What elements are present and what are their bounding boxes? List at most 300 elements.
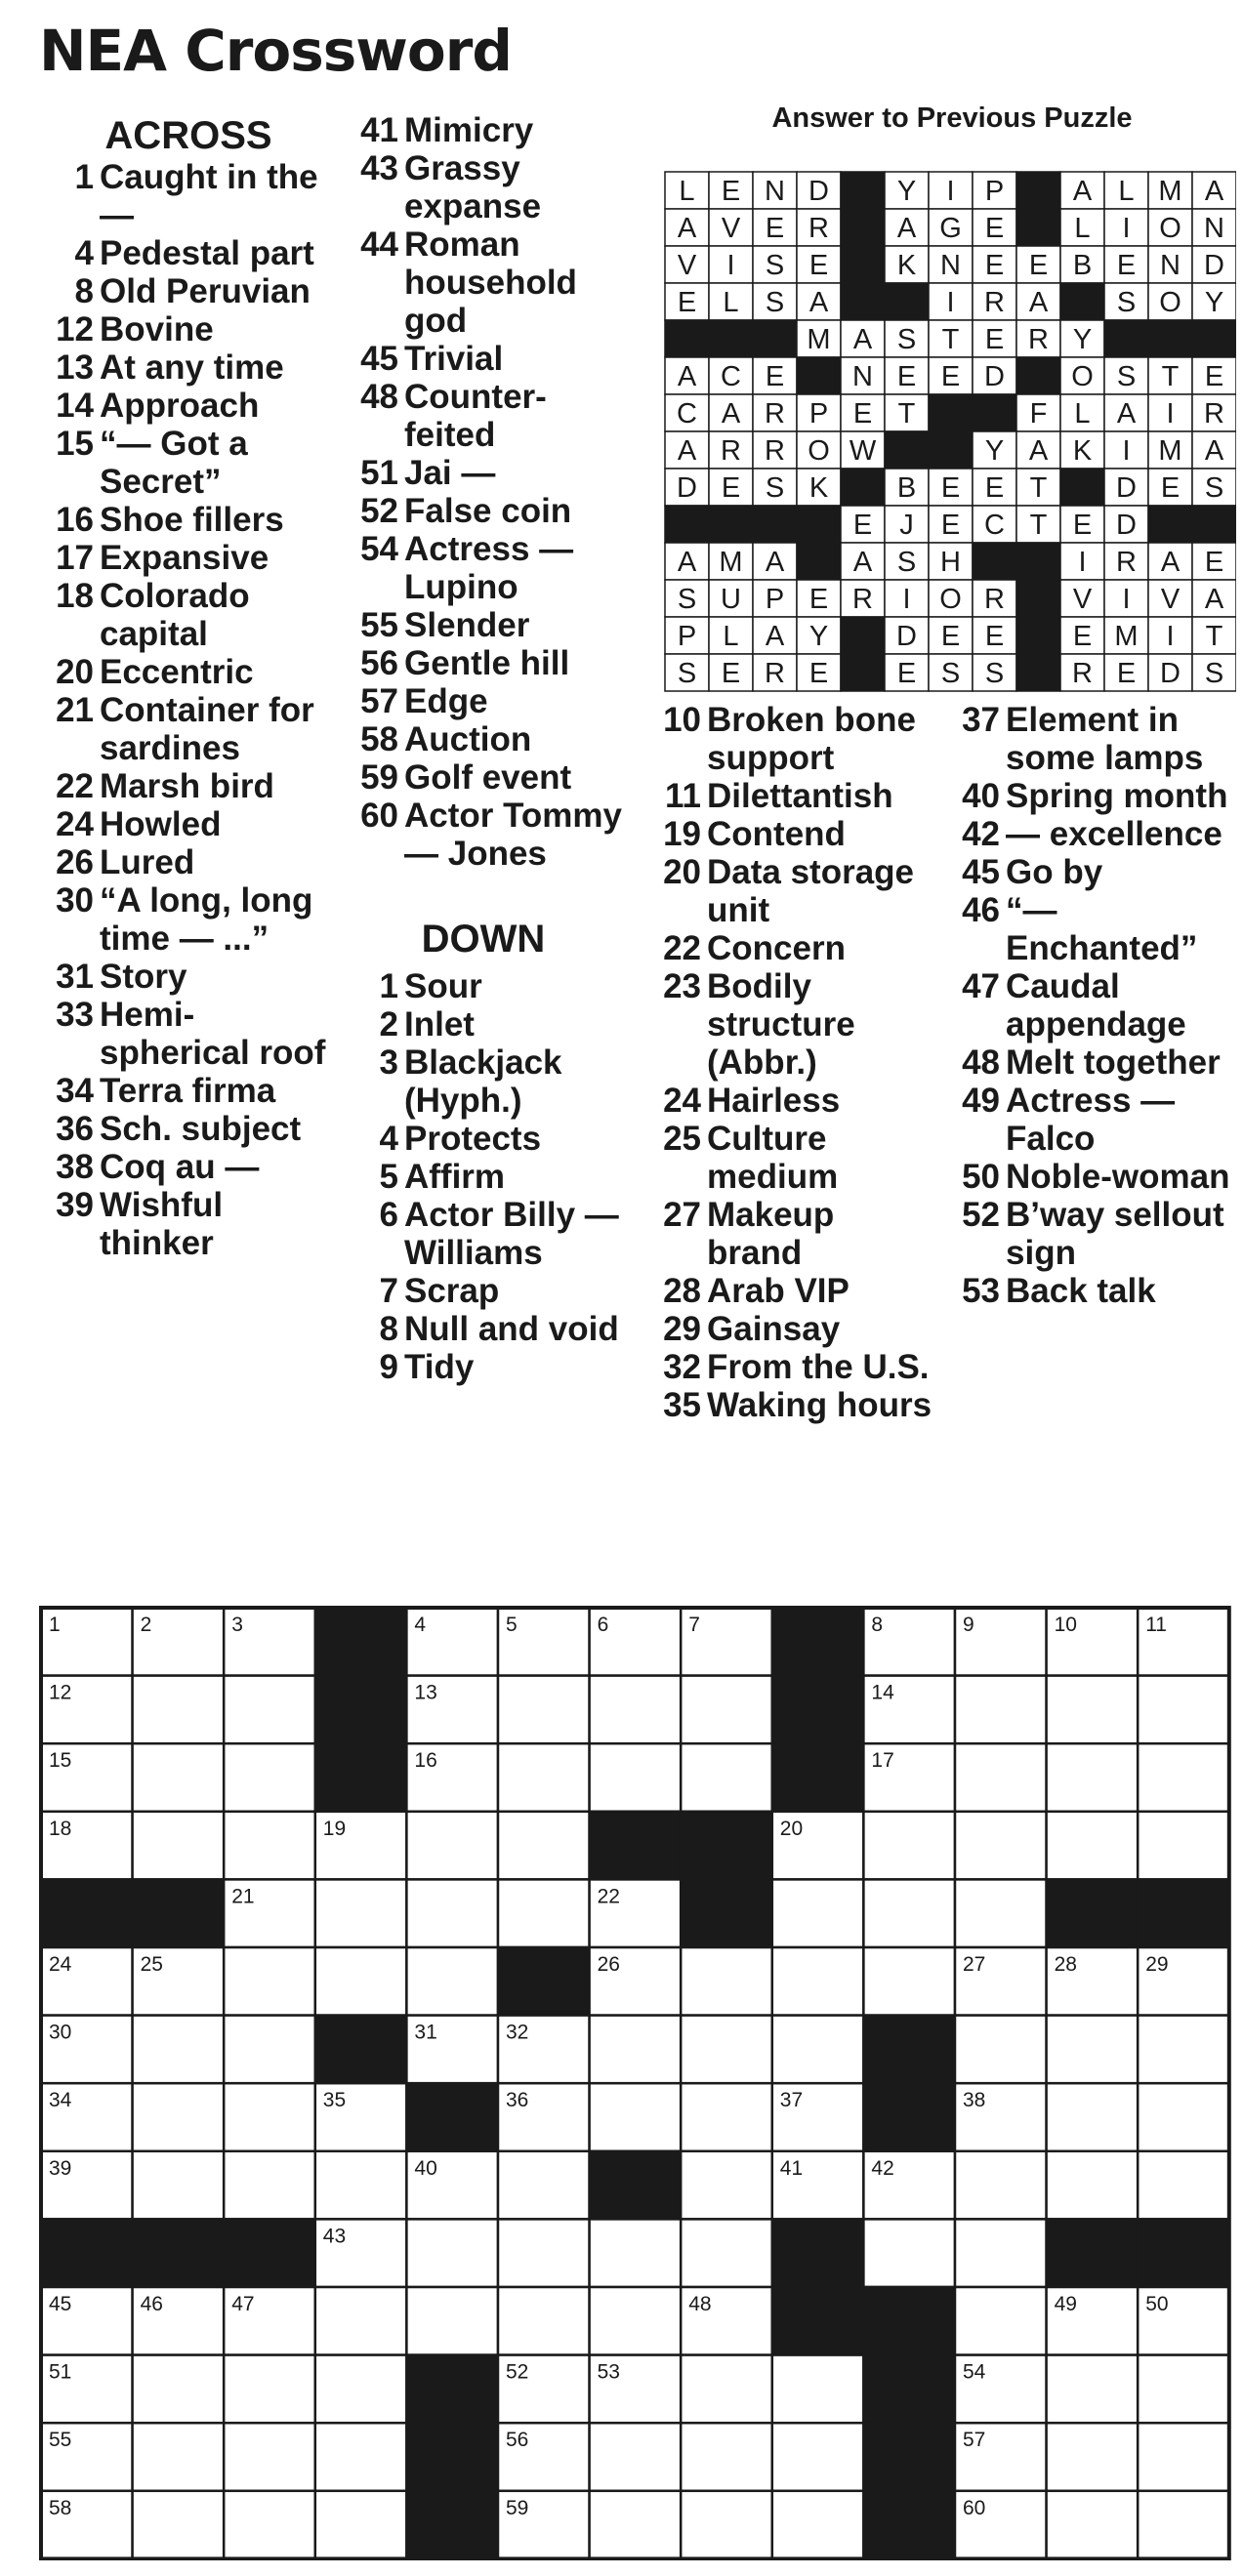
- clue-item: [342, 1348, 625, 1386]
- grid-cell[interactable]: [224, 1812, 315, 1880]
- clue-text: Container for sardines: [100, 691, 314, 767]
- prev-answer-letter: A: [721, 398, 741, 429]
- clue-number: 53: [962, 1272, 1000, 1310]
- prev-answer-letter: V: [1072, 584, 1093, 615]
- clue-number: 2: [379, 1005, 398, 1043]
- grid-cell[interactable]: [498, 1743, 590, 1812]
- clue-number: 30: [56, 881, 94, 920]
- cell-number: 25: [140, 1953, 163, 1976]
- clue-number: 54: [360, 530, 398, 568]
- grid-cell[interactable]: [498, 1879, 590, 1947]
- grid-cell[interactable]: [1138, 2151, 1229, 2220]
- grid-cell[interactable]: [681, 1743, 772, 1812]
- prev-answer-letter: E: [808, 584, 829, 615]
- clue-number: 33: [56, 996, 94, 1034]
- clue-item: [37, 158, 340, 234]
- clue-number: 32: [663, 1348, 701, 1386]
- clue-item: [37, 310, 340, 348]
- prev-answer-letter: I: [946, 287, 955, 318]
- clue-item: [37, 805, 340, 843]
- prev-black-square: [1016, 580, 1060, 617]
- grid-cell[interactable]: [1138, 1676, 1229, 1744]
- cell-number: 29: [1145, 1953, 1169, 1976]
- crossword-grid[interactable]: [39, 1606, 1232, 2560]
- prev-answer-letter: M: [1114, 621, 1139, 652]
- clue-item: [644, 1120, 937, 1196]
- prev-answer-letter: F: [1029, 398, 1048, 429]
- prev-answer-letter: E: [765, 213, 785, 244]
- grid-cell[interactable]: [772, 2355, 864, 2424]
- black-square: [681, 1812, 772, 1880]
- clue-item: [37, 653, 340, 691]
- grid-cell[interactable]: [955, 1676, 1047, 1744]
- grid-cell[interactable]: [224, 2016, 315, 2084]
- clue-number: 57: [360, 682, 398, 720]
- prev-answer-letter: A: [765, 621, 785, 652]
- clue-item: [37, 387, 340, 425]
- prev-answer-letter: S: [1116, 287, 1137, 318]
- clue-text: Mimicry: [404, 111, 534, 149]
- down-clues-column-3: [644, 701, 937, 1424]
- grid-cell[interactable]: [1047, 2491, 1139, 2559]
- prev-answer-letter: R: [765, 435, 785, 467]
- prev-answer-letter: A: [852, 324, 873, 355]
- prev-answer-letter: I: [1166, 398, 1175, 429]
- grid-cell[interactable]: [1047, 1812, 1139, 1880]
- prev-black-square: [1016, 617, 1060, 654]
- prev-answer-letter: D: [1116, 472, 1137, 504]
- cell-number: 4: [414, 1614, 427, 1636]
- grid-cell[interactable]: [863, 2219, 955, 2287]
- cell-number: 10: [1054, 1614, 1077, 1636]
- cell-number: 43: [322, 2225, 347, 2248]
- prev-answer-letter: S: [896, 547, 917, 578]
- cell-number: 36: [506, 2089, 529, 2112]
- clue-item: [644, 929, 937, 967]
- clue-number: 40: [962, 777, 1000, 815]
- black-square: [863, 2423, 955, 2491]
- prev-black-square: [929, 394, 973, 431]
- prev-answer-letter: C: [677, 398, 697, 429]
- prev-answer-letter: V: [677, 250, 697, 281]
- prev-answer-letter: T: [897, 398, 916, 429]
- black-square: [41, 1879, 133, 1947]
- grid-cell[interactable]: [406, 1812, 498, 1880]
- clue-text: At any time: [100, 348, 284, 387]
- clue-item: [644, 967, 937, 1082]
- clue-text: Actress — Falco: [1006, 1082, 1176, 1158]
- grid-cell[interactable]: [133, 2355, 225, 2424]
- prev-answer-letter: W: [849, 435, 877, 467]
- grid-cell[interactable]: [133, 1812, 225, 1880]
- across-down-clues-column-2: [342, 111, 625, 1386]
- prev-answer-letter: E: [984, 472, 1005, 504]
- grid-cell[interactable]: [498, 2287, 590, 2355]
- grid-cell[interactable]: [681, 2151, 772, 2220]
- clue-number: 10: [663, 701, 701, 739]
- clue-text: Arab VIP: [707, 1272, 849, 1310]
- grid-cell[interactable]: [133, 1676, 225, 1744]
- grid-cell[interactable]: [315, 1947, 407, 2016]
- clue-number: 8: [74, 272, 94, 310]
- grid-cell[interactable]: [1138, 2083, 1229, 2151]
- cell-number: 2: [140, 1614, 152, 1636]
- prev-answer-letter: D: [677, 472, 697, 504]
- clue-number: 47: [962, 967, 1000, 1005]
- prev-answer-letter: E: [1028, 250, 1049, 281]
- grid-cell[interactable]: [224, 1947, 315, 2016]
- clue-item: [37, 1072, 340, 1110]
- grid-cell[interactable]: [498, 1676, 590, 1744]
- grid-cell[interactable]: [1138, 2423, 1229, 2491]
- grid-cell[interactable]: [681, 2355, 772, 2424]
- prev-answer-letter: D: [1204, 250, 1224, 281]
- grid-cell[interactable]: [863, 1812, 955, 1880]
- grid-cell[interactable]: [681, 2083, 772, 2151]
- clue-number: 60: [360, 797, 398, 835]
- grid-cell[interactable]: [681, 2219, 772, 2287]
- clue-text: Shoe fillers: [100, 501, 284, 539]
- prev-answer-letter: L: [723, 621, 739, 652]
- prev-answer-letter: C: [984, 510, 1005, 541]
- prev-answer-letter: H: [940, 547, 961, 578]
- clue-number: 6: [379, 1196, 398, 1234]
- cell-number: 17: [871, 1749, 894, 1773]
- black-square: [1047, 1879, 1139, 1947]
- clue-text: Auction: [404, 720, 532, 758]
- clue-number: 20: [56, 653, 94, 691]
- clue-text: Melt together: [1006, 1043, 1221, 1082]
- clue-text: Go by: [1006, 853, 1103, 891]
- clue-item: [37, 1148, 340, 1186]
- grid-cell[interactable]: [590, 1743, 682, 1812]
- prev-answer-letter: E: [852, 398, 873, 429]
- clue-item: [644, 777, 937, 815]
- prev-black-square: [841, 246, 885, 283]
- prev-answer-letter: A: [808, 287, 829, 318]
- clue-number: 20: [663, 853, 701, 891]
- clue-text: Dilettantish: [707, 777, 893, 815]
- prev-black-square: [841, 172, 885, 209]
- grid-cell[interactable]: [1047, 1676, 1139, 1744]
- grid-cell[interactable]: [590, 1676, 682, 1744]
- prev-answer-letter: Y: [1072, 324, 1093, 355]
- clue-text: Coq au —: [100, 1148, 260, 1186]
- black-square: [1138, 1879, 1229, 1947]
- grid-cell[interactable]: [1047, 2083, 1139, 2151]
- clue-item: [342, 1272, 625, 1310]
- cell-number: 41: [779, 2156, 804, 2180]
- black-square: [315, 1743, 407, 1812]
- grid-cell[interactable]: [681, 2491, 772, 2559]
- prev-answer-letter: L: [679, 176, 695, 207]
- prev-answer-letter: D: [1160, 658, 1181, 689]
- black-square: [590, 1812, 682, 1880]
- grid-cell[interactable]: [315, 2287, 407, 2355]
- cell-number: 49: [1054, 2293, 1077, 2315]
- grid-cell[interactable]: [315, 2491, 407, 2559]
- grid-cell[interactable]: [224, 2355, 315, 2424]
- grid-cell[interactable]: [1138, 2491, 1229, 2559]
- clue-item: [943, 1082, 1236, 1158]
- grid-cell[interactable]: [133, 2016, 225, 2084]
- grid-cell[interactable]: [1047, 1743, 1139, 1812]
- grid-cell[interactable]: [590, 2287, 682, 2355]
- cell-number: 53: [597, 2360, 620, 2384]
- grid-cell[interactable]: [772, 1947, 864, 2016]
- prev-black-square: [797, 506, 841, 543]
- clue-number: 8: [379, 1310, 398, 1348]
- grid-cell[interactable]: [406, 1879, 498, 1947]
- clue-number: 43: [360, 149, 398, 187]
- grid-cell[interactable]: [955, 2287, 1047, 2355]
- clue-item: [342, 225, 625, 340]
- cell-number: 21: [231, 1885, 255, 1908]
- cell-number: 48: [688, 2293, 712, 2315]
- black-square: [315, 2016, 407, 2084]
- cell-number: 11: [1145, 1614, 1168, 1636]
- previous-answer-title: Answer to Previous Puzzle: [771, 102, 1133, 134]
- grid-cell[interactable]: [772, 2491, 864, 2559]
- grid-cell[interactable]: [772, 2016, 864, 2084]
- clue-text: Grassy expanse: [404, 149, 542, 225]
- cell-number: 26: [597, 1953, 620, 1976]
- grid-cell[interactable]: [315, 2151, 407, 2220]
- cell-number: 19: [322, 1817, 347, 1840]
- grid-cell[interactable]: [498, 1812, 590, 1880]
- black-square: [1047, 2219, 1139, 2287]
- cell-number: 40: [414, 2156, 437, 2180]
- prev-answer-letter: E: [677, 287, 697, 318]
- clue-text: Counter-feited: [404, 378, 547, 454]
- prev-answer-letter: E: [1116, 658, 1137, 689]
- previous-answer-grid: [664, 171, 1236, 694]
- prev-black-square: [929, 431, 973, 469]
- grid-cell[interactable]: [955, 1879, 1047, 1947]
- clue-text: “— Enchanted”: [1006, 891, 1198, 967]
- clue-number: 48: [360, 378, 398, 416]
- grid-cell[interactable]: [955, 1812, 1047, 1880]
- prev-answer-letter: I: [1078, 547, 1087, 578]
- grid-cell[interactable]: [133, 2423, 225, 2491]
- cell-number: 51: [49, 2360, 72, 2384]
- clue-item: [943, 1196, 1236, 1272]
- grid-cell[interactable]: [224, 1743, 315, 1812]
- clue-number: 48: [962, 1043, 1000, 1082]
- clue-text: Actor Billy — Williams: [404, 1196, 619, 1272]
- clue-number: 23: [663, 967, 701, 1005]
- grid-cell[interactable]: [224, 1676, 315, 1744]
- prev-answer-letter: A: [677, 361, 697, 392]
- prev-black-square: [841, 654, 885, 691]
- grid-cell[interactable]: [590, 2423, 682, 2491]
- black-square: [590, 2151, 682, 2220]
- grid-cell[interactable]: [1138, 1743, 1229, 1812]
- grid-cell[interactable]: [681, 2016, 772, 2084]
- grid-cell[interactable]: [590, 2219, 682, 2287]
- clue-text: Old Peruvian: [100, 272, 311, 310]
- prev-answer-letter: D: [1116, 510, 1137, 541]
- grid-cell[interactable]: [1047, 2355, 1139, 2424]
- grid-cell[interactable]: [955, 2151, 1047, 2220]
- grid-cell[interactable]: [1138, 2355, 1229, 2424]
- cell-number: 15: [49, 1749, 72, 1773]
- grid-cell[interactable]: [133, 2491, 225, 2559]
- grid-cell[interactable]: [590, 2016, 682, 2084]
- prev-answer-letter: E: [1116, 250, 1137, 281]
- prev-answer-letter: A: [1204, 584, 1224, 615]
- prev-black-square: [1192, 506, 1236, 543]
- clue-text: Golf event: [404, 758, 572, 797]
- black-square: [133, 2219, 225, 2287]
- grid-cell[interactable]: [772, 1879, 864, 1947]
- clue-item: [342, 682, 625, 720]
- grid-cell[interactable]: [1138, 1812, 1229, 1880]
- grid-cell[interactable]: [681, 1676, 772, 1744]
- grid-cell[interactable]: [406, 1947, 498, 2016]
- clue-item: [342, 1120, 625, 1158]
- clue-number: 59: [360, 758, 398, 797]
- grid-cell[interactable]: [498, 2219, 590, 2287]
- cell-number: 14: [871, 1681, 894, 1704]
- clue-text: Makeup brand: [707, 1196, 835, 1272]
- grid-cell[interactable]: [681, 1947, 772, 2016]
- grid-cell[interactable]: [955, 2219, 1047, 2287]
- clue-text: Concern: [707, 929, 846, 967]
- cell-number: 46: [140, 2293, 163, 2315]
- cell-number: 39: [49, 2156, 72, 2180]
- clue-number: 37: [962, 701, 1000, 739]
- grid-cell[interactable]: [1047, 2016, 1139, 2084]
- clue-number: 11: [665, 777, 701, 815]
- clue-text: “— Got a Secret”: [100, 425, 248, 501]
- prev-answer-letter: Y: [984, 435, 1005, 467]
- cell-number: 3: [231, 1614, 243, 1636]
- prev-answer-letter: O: [1159, 287, 1181, 318]
- prev-answer-letter: U: [721, 584, 741, 615]
- prev-answer-letter: A: [677, 435, 697, 467]
- clue-item: [37, 691, 340, 767]
- prev-black-square: [1060, 469, 1104, 506]
- clue-number: 52: [360, 492, 398, 530]
- clue-number: 50: [962, 1158, 1000, 1196]
- prev-answer-letter: E: [1160, 472, 1181, 504]
- prev-answer-letter: N: [1160, 250, 1181, 281]
- clue-text: Affirm: [404, 1158, 506, 1196]
- cell-number: 27: [963, 1953, 986, 1976]
- prev-answer-letter: M: [1158, 176, 1182, 207]
- prev-answer-letter: R: [1072, 658, 1093, 689]
- grid-cell[interactable]: [224, 2083, 315, 2151]
- grid-cell[interactable]: [406, 2287, 498, 2355]
- prev-answer-letter: A: [1204, 176, 1224, 207]
- grid-cell[interactable]: [955, 1743, 1047, 1812]
- grid-cell[interactable]: [315, 2423, 407, 2491]
- black-square: [863, 2355, 955, 2424]
- grid-cell[interactable]: [590, 2491, 682, 2559]
- grid-cell[interactable]: [772, 2423, 864, 2491]
- prev-black-square: [841, 283, 885, 320]
- down-clues-column-4: [943, 701, 1236, 1310]
- cell-number: 6: [597, 1614, 609, 1636]
- grid-cell[interactable]: [133, 2083, 225, 2151]
- grid-cell[interactable]: [224, 2491, 315, 2559]
- clue-number: 56: [360, 644, 398, 682]
- grid-cell[interactable]: [224, 2423, 315, 2491]
- grid-cell[interactable]: [1047, 2423, 1139, 2491]
- clue-item: [37, 843, 340, 881]
- grid-cell[interactable]: [224, 2151, 315, 2220]
- grid-cell[interactable]: [863, 1879, 955, 1947]
- clue-number: 26: [56, 843, 94, 881]
- cell-number: 47: [231, 2293, 255, 2315]
- prev-black-square: [1060, 283, 1104, 320]
- clue-item: [943, 891, 1236, 967]
- prev-answer-letter: I: [1122, 213, 1131, 244]
- clue-number: 41: [360, 111, 398, 149]
- grid-cell[interactable]: [863, 1947, 955, 2016]
- cell-number: 22: [597, 1885, 620, 1908]
- grid-cell[interactable]: [955, 2016, 1047, 2084]
- cell-number: 42: [871, 2156, 894, 2180]
- clue-item: [943, 815, 1236, 853]
- prev-answer-letter: O: [1071, 361, 1094, 392]
- prev-answer-letter: E: [984, 250, 1005, 281]
- prev-answer-letter: C: [721, 361, 741, 392]
- cell-number: 9: [963, 1614, 974, 1636]
- clue-item: [342, 454, 625, 492]
- prev-answer-letter: L: [1074, 398, 1091, 429]
- cell-number: 33: [871, 2021, 894, 2044]
- prev-answer-letter: E: [1204, 547, 1224, 578]
- clue-number: 49: [962, 1082, 1000, 1120]
- prev-answer-letter: K: [808, 472, 829, 504]
- prev-answer-letter: I: [1122, 435, 1131, 467]
- clue-item: [943, 967, 1236, 1043]
- prev-answer-letter: N: [1204, 213, 1224, 244]
- prev-black-square: [665, 320, 709, 357]
- cell-number: 44: [779, 2225, 804, 2248]
- black-square: [315, 1608, 407, 1676]
- black-square: [315, 1676, 407, 1744]
- black-square: [772, 1743, 864, 1812]
- cell-number: 55: [49, 2429, 72, 2452]
- grid-cell[interactable]: [590, 2083, 682, 2151]
- grid-cell[interactable]: [498, 2151, 590, 2220]
- grid-cell[interactable]: [1138, 2016, 1229, 2084]
- clue-number: 28: [663, 1272, 701, 1310]
- prev-answer-letter: K: [896, 250, 917, 281]
- prev-answer-letter: E: [896, 658, 917, 689]
- clue-text: — excellence: [1006, 815, 1222, 853]
- clue-item: [37, 958, 340, 996]
- cell-number: 1: [49, 1614, 61, 1636]
- grid-cell[interactable]: [1047, 2151, 1139, 2220]
- prev-answer-letter: B: [1072, 250, 1093, 281]
- grid-cell[interactable]: [133, 1743, 225, 1812]
- grid-cell[interactable]: [315, 2355, 407, 2424]
- prev-black-square: [841, 617, 885, 654]
- cell-number: 24: [49, 1953, 72, 1976]
- clue-item: [37, 348, 340, 387]
- grid-cell[interactable]: [315, 1879, 407, 1947]
- grid-cell[interactable]: [133, 2151, 225, 2220]
- clue-item: [943, 701, 1236, 777]
- clue-item: [37, 1186, 340, 1262]
- clue-item: [644, 1196, 937, 1272]
- grid-cell[interactable]: [406, 2219, 498, 2287]
- grid-cell[interactable]: [681, 2423, 772, 2491]
